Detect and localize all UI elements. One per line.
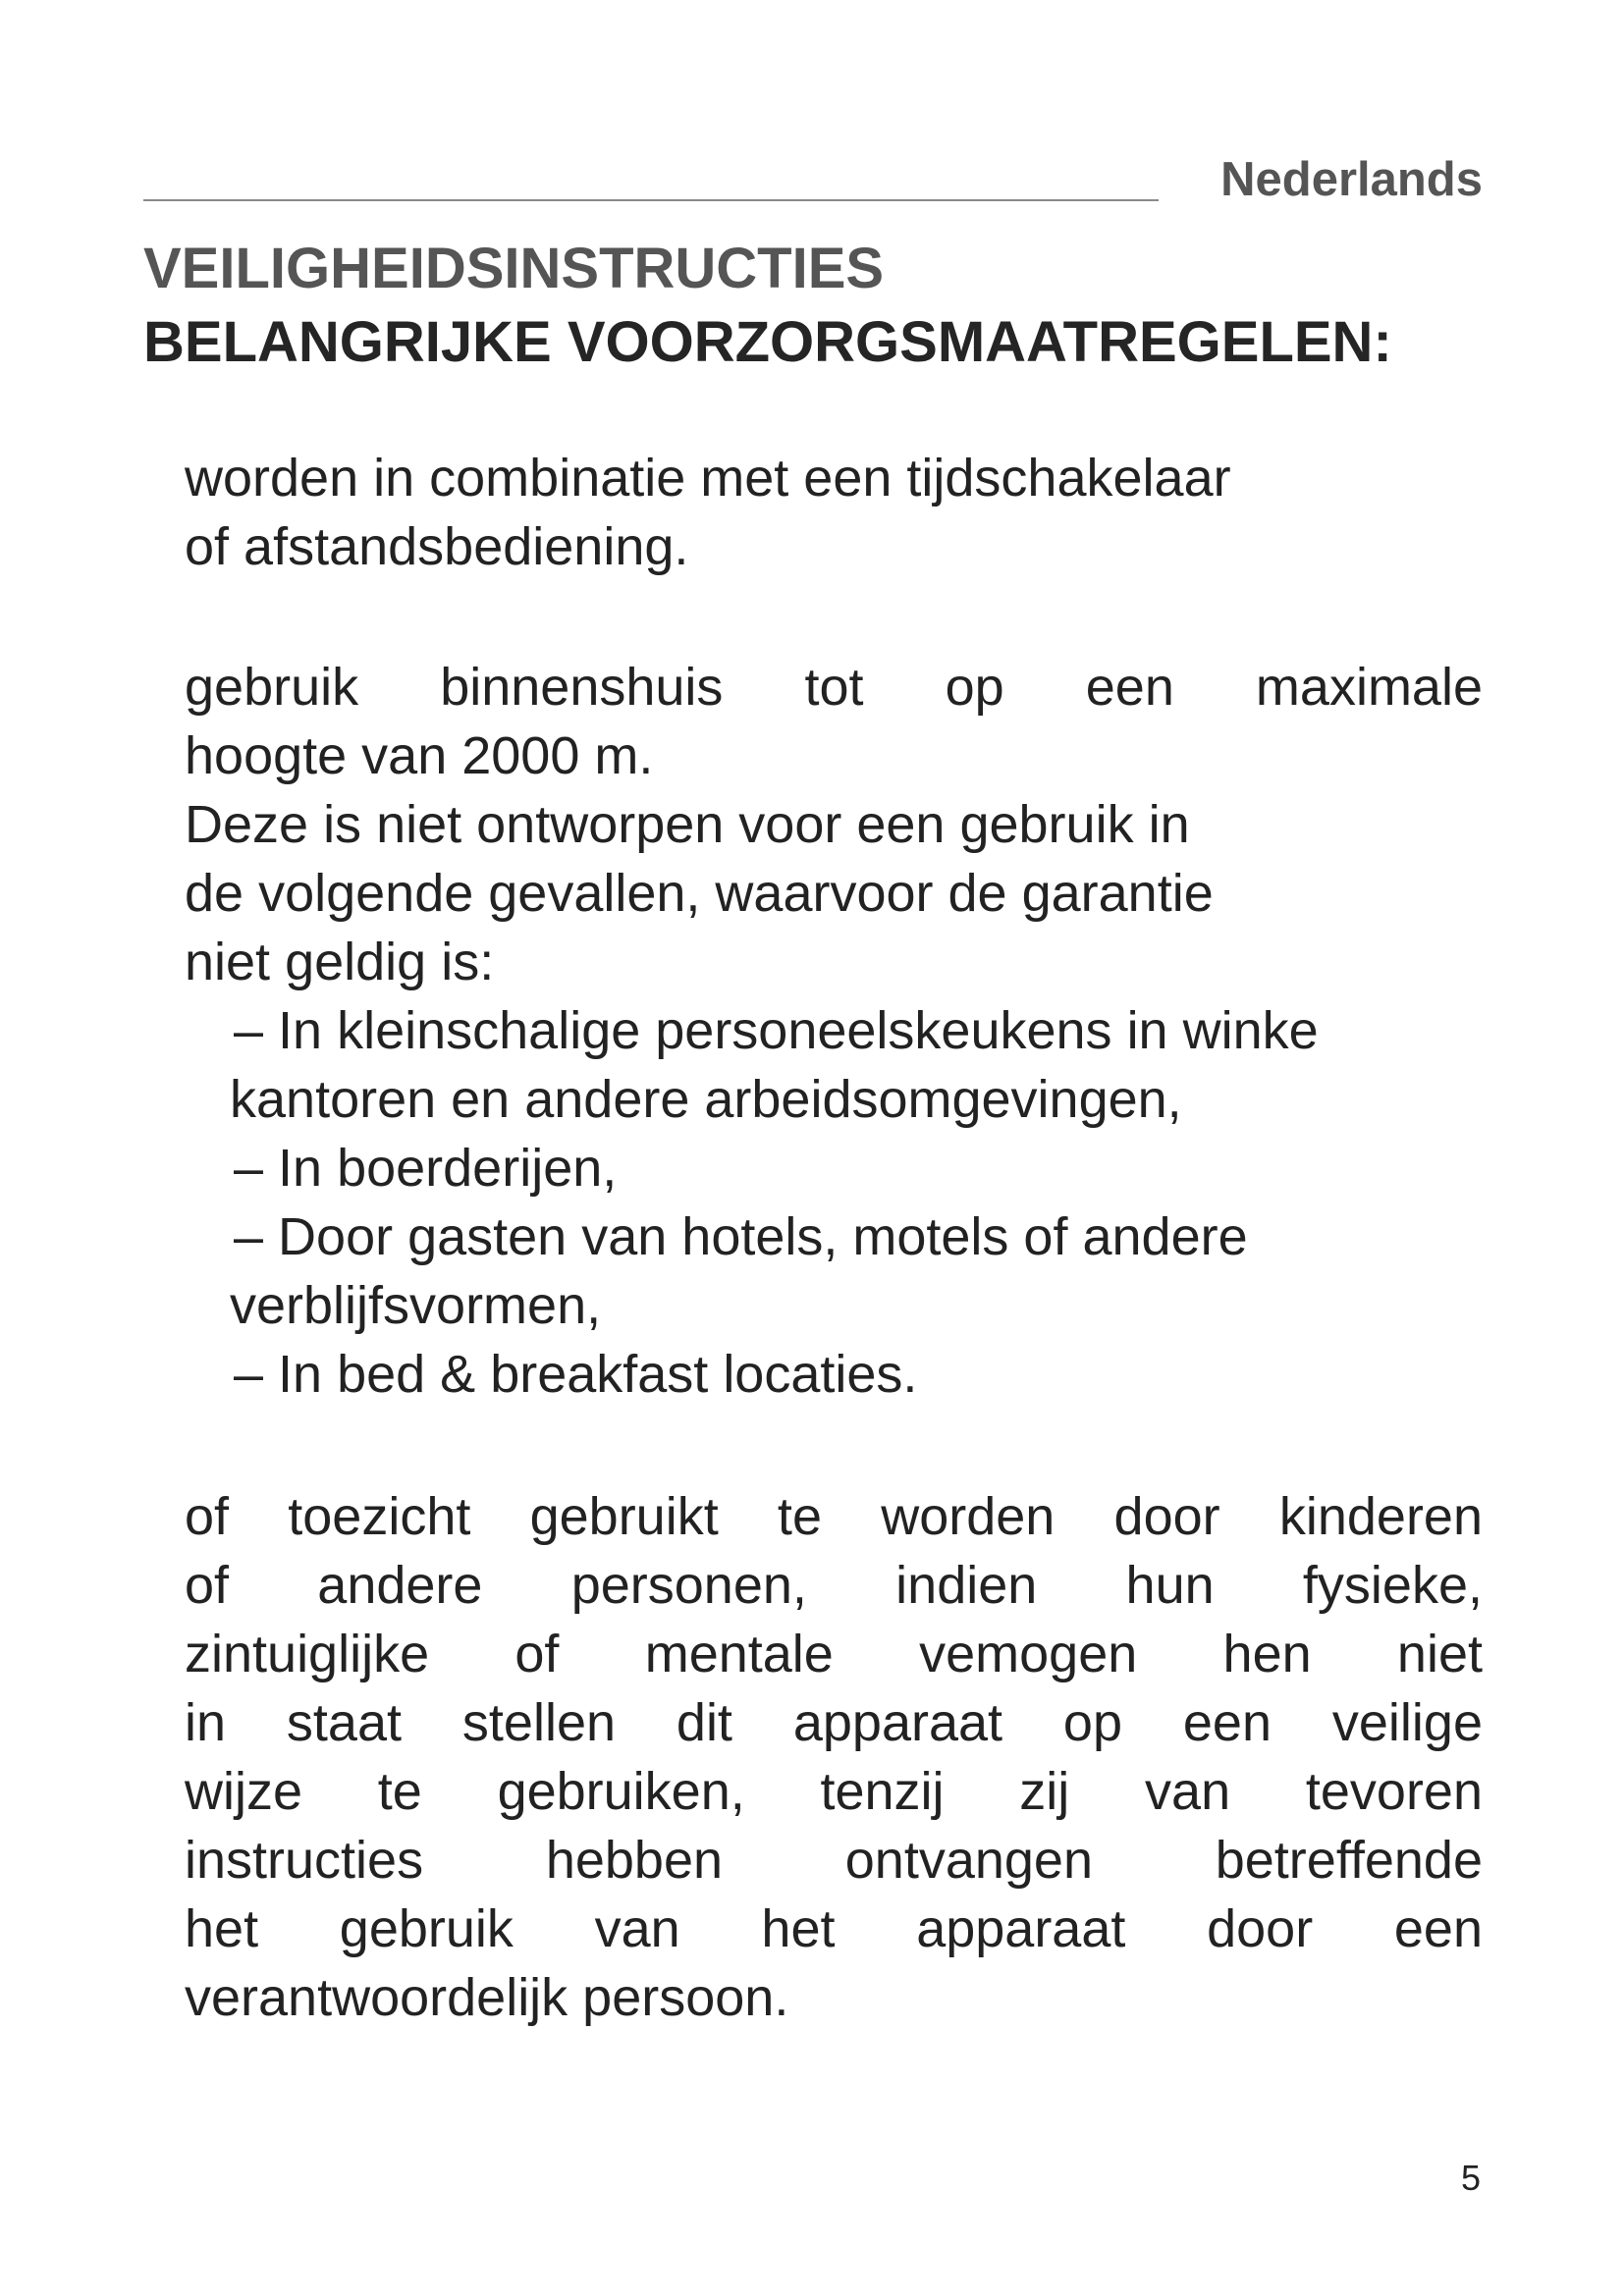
text-line: of andere personen, indien hun fysieke,: [185, 1556, 1483, 1615]
header-rule: [143, 199, 1159, 201]
text-line: het gebruik van het apparaat door een: [185, 1899, 1483, 1958]
text-line: instructies hebben ontvangen betreffende: [185, 1831, 1483, 1890]
paragraph-supervision: [185, 1482, 1483, 2032]
page-number: 5: [1460, 2158, 1481, 2198]
list-item: – In kleinschalige personeelskeukens in winke: [234, 1001, 1319, 1060]
text-line: verantwoordelijk persoon.: [185, 1968, 789, 2027]
text-line: of afstandsbediening.: [185, 517, 689, 576]
text-line: of toezicht gebruikt te worden door kinderen: [185, 1487, 1483, 1546]
text-line: worden in combinatie met een tijdschakelaar: [185, 449, 1231, 507]
list-item: – In bed & breakfast locaties.: [234, 1345, 918, 1404]
paragraph-indoor-use: [185, 653, 1483, 1409]
section-subtitle: BELANGRIJKE VOORZORGSMAATREGELEN:: [143, 310, 1392, 374]
text-line: hoogte van 2000 m.: [185, 726, 654, 785]
paragraph-timer-remote: [185, 444, 1483, 581]
list-item-continuation: verblijfsvormen,: [230, 1276, 602, 1335]
language-label: Nederlands: [1220, 153, 1483, 206]
text-line: de volgende gevallen, waarvoor de garantie: [185, 864, 1214, 923]
text-line: in staat stellen dit apparaat op een veilige: [185, 1693, 1483, 1752]
text-line: wijze te gebruiken, tenzij zij van tevoren: [185, 1762, 1483, 1821]
list-item-continuation: kantoren en andere arbeidsomgevingen,: [230, 1070, 1182, 1129]
text-line: Deze is niet ontworpen voor een gebruik in: [185, 795, 1190, 854]
text-line: zintuiglijke of mentale vemogen hen niet: [185, 1625, 1483, 1683]
section-title: VEILIGHEIDSINSTRUCTIES: [143, 237, 885, 300]
list-item: – Door gasten van hotels, motels of andere: [234, 1207, 1248, 1266]
list-item: – In boerderijen,: [234, 1139, 618, 1198]
text-line: gebruik binnenshuis tot op een maximale: [185, 658, 1483, 717]
text-line: niet geldig is:: [185, 933, 495, 991]
